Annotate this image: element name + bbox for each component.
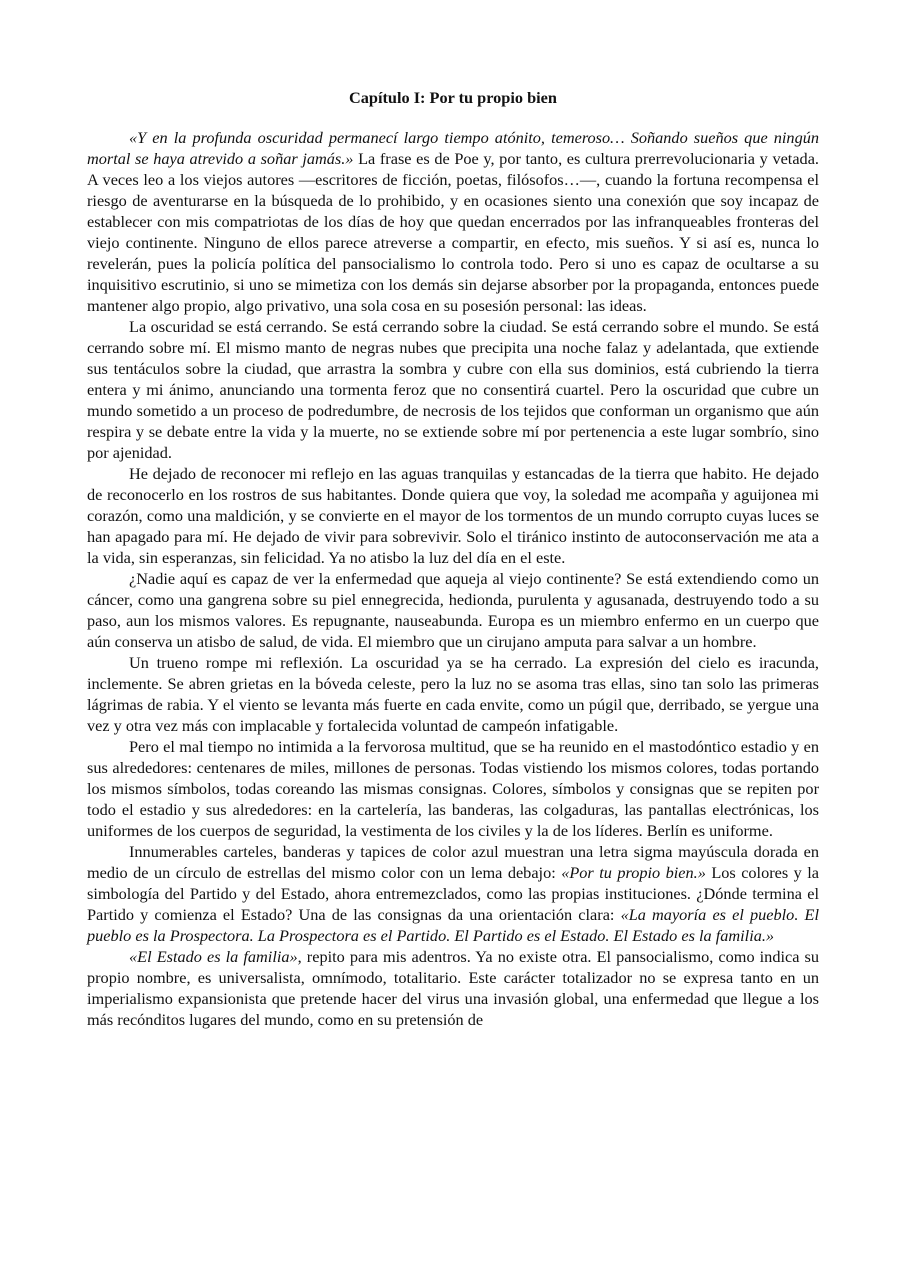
paragraph xyxy=(87,652,819,736)
text-run: Los colores y la simbología del Partido y del Estado, ahora entremezclados, como las propias instituciones. ¿Dónde termina el Partido y comienza el Estado? Una de las consignas da una orientación clara: xyxy=(87,863,820,924)
text-run: Un trueno rompe mi reflexión. La oscuridad ya se ha cerrado. La expresión del cielo es iracunda, inclemente. Se abren grietas en la bóveda celeste, pero la luz no se asoma tras ellas, sino tan solo las primeras lágrimas de rabia. Y el viento se levanta más fuerte en cada envite, como un púgil que, derribado, se yergue una vez y otra vez más con implacable y fortalecida voluntad de campeón infatigable. xyxy=(87,653,819,735)
text-run: La oscuridad se está cerrando. Se está cerrando sobre la ciudad. Se está cerrando sobre el mundo. Se está cerrando sobre mí. El mismo manto de negras nubes que precipita una noche falaz y adelantada, que extiende sus tentáculos sobre la ciudad, que arrastra la sombra y cubre con ella sus dominios, está cubriendo la tierra entera y mi ánimo, anunciando una tormenta feroz que no consentirá cuartel. Pero la oscuridad que cubre un mundo sometido a un proceso de podredumbre, de necrosis de los tejidos que conforman un organismo que aún respira y se debate entre la vida y la muerte, no se extiende sobre mí por pertenencia a este lugar sombrío, sino por ajenidad. xyxy=(87,317,819,462)
text-run: He dejado de reconocer mi reflejo en las aguas tranquilas y estancadas de la tierra que habito. He dejado de reconocerlo en los rostros de sus habitantes. Donde quiera que voy, la soledad me acompaña y aguijonea mi corazón, como una maldición, y se convierte en el mayor de los tormentos de un mundo corrupto cuyas luces se han apagado para mí. He dejado de vivir para sobrevivir. Solo el tiránico instinto de autoconservación me ata a la vida, sin esperanzas, sin felicidad. Ya no atisbo la luz del día en el este. xyxy=(87,464,819,567)
chapter-title: Capítulo I: Por tu propio bien xyxy=(349,88,557,107)
paragraph xyxy=(87,316,819,463)
chapter-body xyxy=(87,127,819,1030)
paragraph xyxy=(87,568,819,652)
italic-quote: «Y en la profunda oscuridad permanecí largo tiempo atónito, temeroso… Soñando sueños que ningún mortal se haya atrevido a soñar jamás.» xyxy=(87,128,819,168)
paragraph xyxy=(87,463,819,568)
paragraph xyxy=(87,736,819,841)
text-run: ¿Nadie aquí es capaz de ver la enfermedad que aqueja al viejo continente? Se está extendiendo como un cáncer, como una gangrena sobre su piel ennegrecida, hedionda, purulenta y agusanada, destruyendo todo a su paso, aun los mismos valores. Es repugnante, nauseabunda. Europa es un miembro enfermo en un cuerpo que aún conserva un atisbo de salud, de vida. El miembro que un cirujano amputa para salvar a un hombre. xyxy=(87,569,819,651)
text-run: , repito para mis adentros. Ya no existe otra. El pansocialismo, como indica su propio nombre, es universalista, omnímodo, totalitario. Este carácter totalizador no se expresa tanto en un imperialismo expansionista que pretende hacer del virus una invasión global, una enfermedad que llegue a los más recónditos lugares del mundo, como en su pretensión de xyxy=(87,947,819,1029)
paragraph xyxy=(87,841,819,946)
paragraph xyxy=(87,127,819,316)
paragraph xyxy=(87,946,819,1030)
italic-quote: «El Estado es la familia» xyxy=(129,947,298,966)
text-run: Pero el mal tiempo no intimida a la fervorosa multitud, que se ha reunido en el mastodóntico estadio y en sus alrededores: centenares de miles, millones de personas. Todas vistiendo los mismos colores, todas portando los mismos símbolos, todas coreando las mismas consignas. Colores, símbolos y consignas que se repiten por todo el estadio y sus alrededores: en la cartelería, las banderas, las colgaduras, las pantallas electrónicas, los uniformes de los cuerpos de seguridad, la vestimenta de los civiles y la de los líderes. Berlín es uniforme. xyxy=(87,737,819,840)
document-page xyxy=(87,87,819,1030)
text-run: Innumerables carteles, banderas y tapices de color azul muestran una letra sigma mayúscula dorada en medio de un círculo de estrellas del mismo color con un lema debajo: xyxy=(87,842,819,882)
italic-quote: «La mayoría es el pueblo. El pueblo es la Prospectora. La Prospectora es el Partido. El Partido es el Estado. El Estado es la familia.» xyxy=(87,905,819,945)
text-run: La frase es de Poe y, por tanto, es cultura prerrevolucionaria y vetada. A veces leo a los viejos autores —escritores de ficción, poetas, filósofos…—, cuando la fortuna recompensa el riesgo de aventurarse en la búsqueda de lo prohibido, y en ocasiones siento una conexión que soy incapaz de establecer con mis compatriotas de los días de hoy que quedan encerrados por las infranqueables fronteras del viejo continente. Ninguno de ellos parece atreverse a compartir, en efecto, mis sueños. Y si así es, nunca lo revelerán, pues la policía política del pansocialismo lo controla todo. Pero si uno es capaz de ocultarse a su inquisitivo escrutinio, si uno se mimetiza con los demás sin dejarse absorber por la propaganda, entonces puede mantener algo propio, algo privativo, una sola cosa en su posesión personal: las ideas. xyxy=(87,149,819,315)
italic-quote: «Por tu propio bien.» xyxy=(561,863,706,882)
